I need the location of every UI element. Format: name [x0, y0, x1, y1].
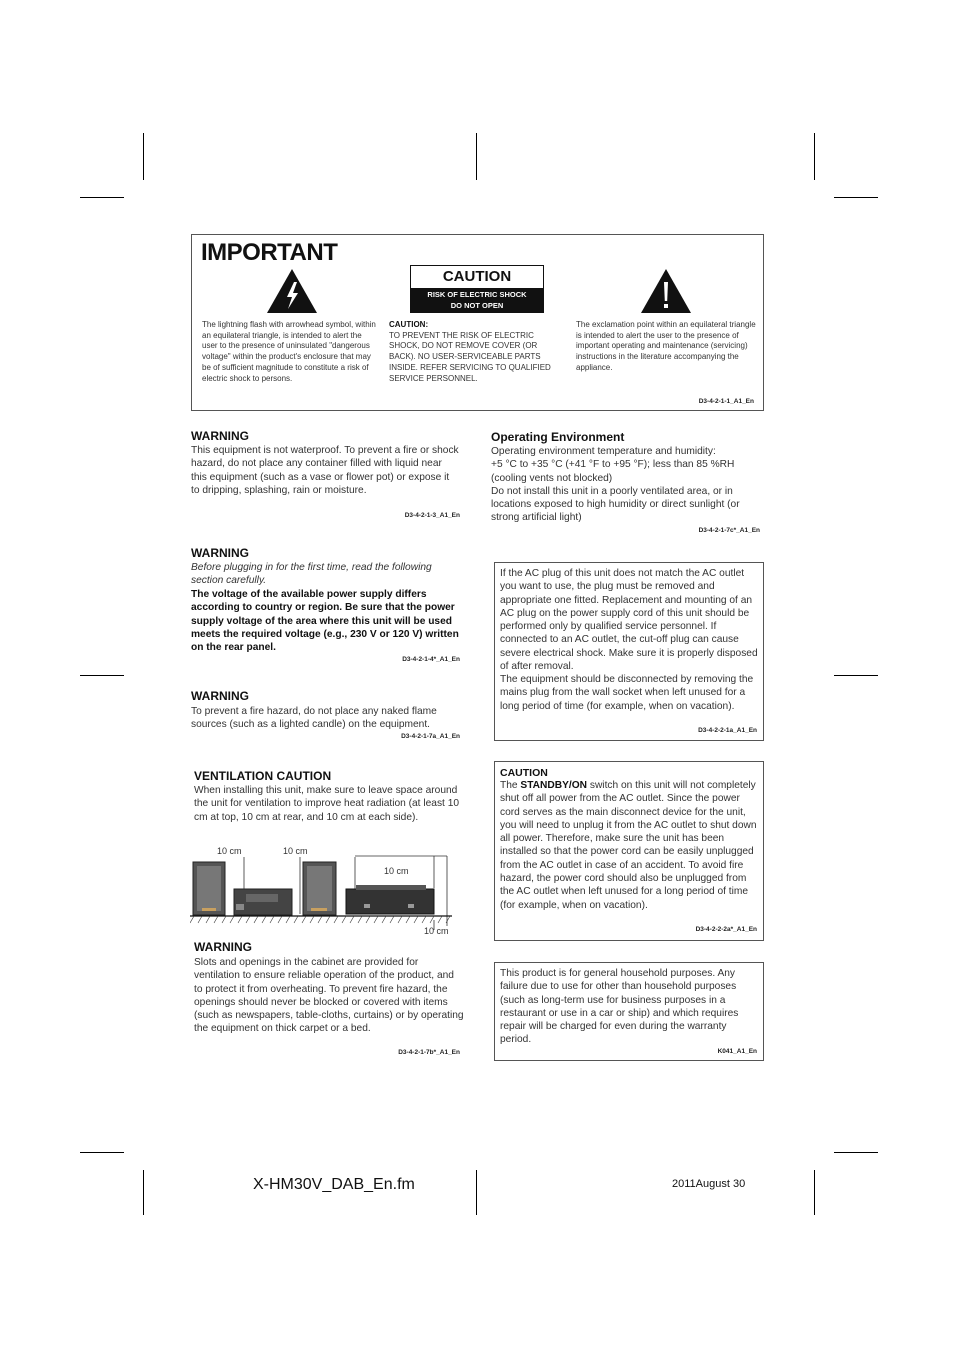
ventilation-text: When installing this unit, make sure to leave space around the unit for ventilation to improve heat radiation (at least 10 cm at top, 10 cm at rear, and 10 cm at each side). — [194, 785, 460, 823]
warning-italic-text: Before plugging in for the first time, read the following section carefully. — [191, 562, 432, 587]
warning-text: To prevent a fire hazard, do not place any naked flame sources (such as a lighted candle) on the equipment. — [191, 706, 437, 731]
warning-text: Slots and openings in the cabinet are provided for ventilation to ensure reliable operation of the product, and to protect it from overheating. To prevent fire hazard, the openings should never be blocked or covered with items (such as newspapers, table-cloths, curtains) or by operating the equipment on thick carpet or a bed. — [194, 957, 464, 1035]
important-title: IMPORTANT — [201, 239, 338, 266]
warning-heading: WARNING — [194, 940, 252, 954]
disconnect-text: The equipment should be disconnected by removing the mains plug from the wall socket when left unused for a long period of time (for example, when on vacation). — [500, 674, 754, 712]
standby-text: switch on this unit will not completely shut off all power from the AC outlet. Since the power cord serves as the main disconnect device for the unit, you will need to unplug it from the AC outlet to shut down all power. Therefore, make sure the unit has been installed so that the power cord can be easily unplugged from the AC outlet in case of an accident. To avoid fire hazard, the power cord should also be unplugged from the AC outlet when left unused for a long period of time (for example, when on vacation). — [500, 780, 757, 911]
doc-code: D3-4-2-1-3_A1_En — [404, 512, 460, 519]
dimension-label: 10 cm — [384, 866, 409, 876]
caution-description-text: TO PREVENT THE RISK OF ELECTRIC SHOCK, DO NOT REMOVE COVER (OR BACK). NO USER-SERVICEABLE PARTS INSIDE. REFER SERVICING TO QUALIFIED SERVICE PERSONNEL. — [389, 330, 551, 383]
caution-label-sub2: DO NOT OPEN — [450, 301, 504, 310]
lightning-description: The lightning flash with arrowhead symbol, within an equilateral triangle, is intended to alert the user to the presence of uninsulated "dangerous voltage" within the product's enclosure that may be of sufficient magnitude to constitute a risk of electric shock to persons. — [202, 320, 376, 383]
standby-caution-text — [500, 779, 762, 912]
household-box — [494, 962, 764, 1061]
operating-text-line: Do not install this unit in a poorly ventilated area, or in locations exposed to high humidity or direct sunlight (or strong artificial light) — [491, 485, 740, 524]
warning-heading: WARNING — [191, 689, 249, 703]
lightning-warning-icon — [266, 268, 318, 314]
crop-mark — [80, 1152, 124, 1153]
crop-mark — [814, 1170, 815, 1215]
crop-mark — [476, 133, 477, 180]
operating-text-line: Operating environment temperature and humidity: — [491, 446, 716, 457]
standby-pre: The — [500, 780, 518, 791]
dimension-label: 10 cm — [424, 926, 449, 936]
crop-mark — [834, 1152, 878, 1153]
standby-switch-name: STANDBY/ON — [520, 780, 588, 791]
dimension-label: 10 cm — [283, 846, 308, 856]
voltage-warning-text: The voltage of the available power supply differs according to country or region. Be sure that the power supply voltage of the area where this unit will be used meets the required voltage (e.g., 230 V or 120 V) written on the rear panel. — [191, 589, 459, 654]
ventilation-diagram — [190, 844, 460, 940]
doc-code: D3-4-2-1-4*_A1_En — [402, 656, 460, 663]
caution-label-band — [411, 288, 543, 312]
caution-heading: CAUTION — [500, 767, 548, 779]
crop-mark — [80, 197, 124, 198]
operating-environment-heading: Operating Environment — [491, 430, 625, 444]
ac-plug-box — [494, 562, 764, 741]
footer-filename: X-HM30V_DAB_En.fm — [253, 1176, 415, 1193]
crop-mark — [834, 197, 878, 198]
doc-code: D3-4-2-2-1a_A1_En — [698, 727, 757, 734]
caution-label-title: CAUTION — [442, 268, 512, 285]
exclamation-description: The exclamation point within an equilateral triangle is intended to alert the user to the presence of important operating and maintenance (servicing) instructions in the literature accompanying the appliance. — [576, 320, 756, 372]
caution-label-sub1: RISK OF ELECTRIC SHOCK — [427, 290, 527, 299]
doc-code: D3-4-2-1-1_A1_En — [698, 398, 754, 405]
doc-code: D3-4-2-1-7a_A1_En — [401, 733, 460, 740]
warning-heading: WARNING — [191, 546, 249, 560]
doc-code: D3-4-2-1-7b*_A1_En — [398, 1049, 460, 1056]
operating-environment-text — [491, 445, 763, 525]
doc-code: D3-4-2-2-2a*_A1_En — [695, 926, 757, 933]
crop-mark — [834, 675, 878, 676]
crop-mark — [476, 1170, 477, 1215]
warning-text: This equipment is not waterproof. To prevent a fire or shock hazard, do not place any container filled with liquid near this equipment (such as a vase or flower pot) or expose it to dripping, splashing, rain or moisture. — [191, 445, 459, 496]
caution-label — [410, 265, 544, 313]
crop-mark — [143, 1170, 144, 1215]
warning-heading: WARNING — [191, 429, 249, 443]
crop-mark — [814, 133, 815, 180]
operating-text-line: +5 °C to +35 °C (+41 °F to +95 °F); less than 85 %RH (cooling vents not blocked) — [491, 459, 735, 484]
exclamation-warning-icon — [640, 268, 692, 314]
dimension-label: 10 cm — [217, 846, 242, 856]
household-text: This product is for general household purposes. Any failure due to use for other than household purposes (such as long-term use for business purposes in a restaurant or use in a car or ship) and which requires repair will be charged for even during the warranty period. — [500, 968, 739, 1046]
doc-code: K041_A1_En — [717, 1048, 757, 1055]
footer-date: 2011August 30 — [672, 1178, 746, 1190]
ac-plug-text: If the AC plug of this unit does not match the AC outlet you want to use, the plug must be removed and appropriate one fitted. Replacement and mounting of an AC plug on the power supply cord of this unit should be performed only by qualified service personnel. If connected to an AC outlet, the cut-off plug can cause severe electrical shock. Make sure it is properly disposed of after removal. — [500, 568, 758, 673]
important-box — [191, 234, 764, 411]
crop-mark — [80, 675, 124, 676]
standby-caution-box — [494, 761, 764, 941]
crop-mark — [143, 133, 144, 180]
ventilation-diagram-graphic — [190, 844, 460, 940]
ventilation-heading: VENTILATION CAUTION — [194, 769, 332, 783]
caution-description — [389, 320, 565, 384]
caution-description-title: CAUTION: — [389, 320, 429, 329]
doc-code: D3-4-2-1-7c*_A1_En — [698, 527, 760, 534]
